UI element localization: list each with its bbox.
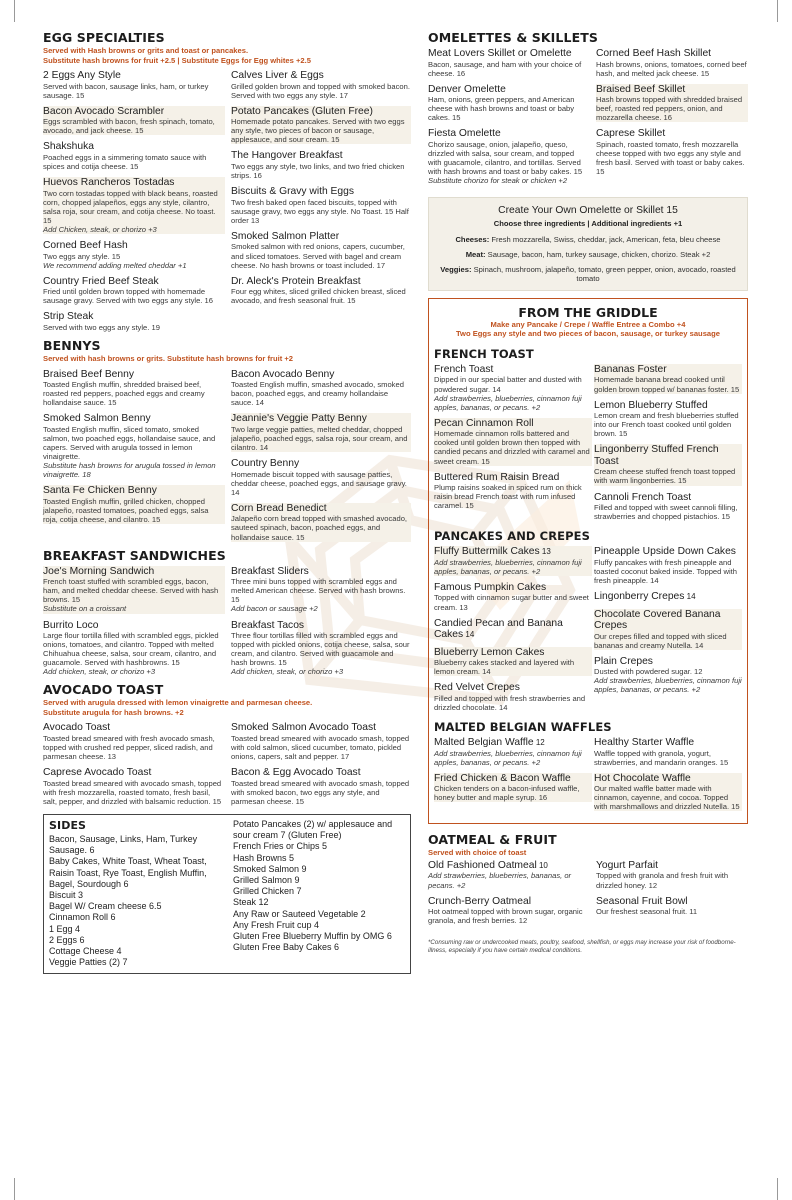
menu-item-addon-note: Add Chicken, steak, or chorizo +3 [43,224,157,234]
menu-item-description: Two eggs any style, two links, and two fried chicken strips. 16 [231,161,405,181]
menu-item-description: Smoked salmon with red onions, capers, cucumber, and sliced tomatoes. Served with bagel and cream cheese. No hash browns or toast included. 17 [231,242,405,270]
menu-item-name: Famous Pumpkin Cakes [434,581,547,593]
menu-item-name: Red Velvet Crepes [434,682,520,694]
menu-item-description: Homemade biscuit topped with sausage patties, cheddar cheese, poached eggs, and sausage gravy. 14 [231,469,407,497]
menu-item [43,485,225,524]
menu-subcolumn [428,48,588,191]
menu-item-name: Caprese Avocado Toast [43,767,152,779]
menu-subcolumn [434,546,592,718]
menu-item-name: Country Fried Beef Steak [43,275,159,287]
menu-item [428,48,588,78]
menu-item-name: Healthy Starter Waffle [594,737,695,748]
menu-item-name: Huevos Rancheros Tostadas [43,177,175,189]
menu-item-description: Our freshest seasonal fruit. 11 [596,907,698,917]
menu-item-addon-note: Add strawberries, blueberries, cinnamon fuji apples, bananas, or pecans. +2 [594,676,742,695]
menu-item-description: Served with two eggs any style. 19 [43,322,160,332]
menu-item-description: Plump raisins soaked in spiced rum on thick raisin bread French toast with rum infused caramel. 15 [434,483,582,511]
create-your-own-box [428,197,748,290]
menu-item-description: Three mini buns topped with scrambled eggs and melted American cheese. Served with hash browns. 15 [231,577,406,605]
menu-item [43,276,225,306]
side-item: Gluten Free Baby Cakes 6 [233,942,340,953]
menu-item-name: Denver Omelette [428,83,506,95]
menu-item [231,767,411,806]
menu-item [43,566,225,614]
menu-item-price: 12 [533,738,545,747]
sides-left-list [49,819,227,968]
menu-item-description: Two corn tostadas topped with black beans, roasted corn, chopped jalapeños, eggs any style, cilantro, salsa roja, sour cream, and cotija cheese. No toast. 15 [43,188,218,225]
menu-item-description: Fluffy pancakes with fresh pineapple and toasted coconut baked inside. Topped with fresh pineapple. 14 [594,557,737,585]
create-choose-rule: Choose three ingredients | Additional ingredients +1 [493,219,683,229]
menu-item-name: Lingonberry Stuffed French Toast [594,444,719,467]
menu-item-description: Homemade cinnamon rolls battered and cooked until golden brown then topped with candied pecans and drizzled with caramel and sweet cream. 15 [434,429,590,466]
menu-item-description: Dusted with powdered sugar. 12 [594,667,703,677]
menu-item-description: Spinach, roasted tomato, fresh mozzarella cheese topped with two eggs any style and fresh basil. Served with toast or baby cakes. 15 [596,139,745,177]
left-menu-column [43,30,411,974]
menu-subcolumn [596,860,748,931]
menu-item-description: Chorizo sausage, onion, jalapeño, queso, drizzled with salsa, sour cream, and topped with guacamole, cilantro, and tortillas. Served with hash browns and toast or baby cakes. 15 [428,139,583,177]
menu-item-description: Hash browns topped with shredded braised beef, roasted red peppers, onion, and mozzarella cheese. 16 [596,95,743,123]
menu-item [43,369,225,408]
side-item: Any Fresh Fruit cup 4 [233,919,320,930]
menu-item-description: Topped with granola and fresh fruit with drizzled honey. 12 [596,871,729,890]
menu-item-name: French Toast [434,363,494,375]
menu-item-addon-note: Substitute on a croissant [43,604,127,614]
menu-item-price: 14 [463,630,475,640]
menu-item-description: Eggs scrambled with bacon, fresh spinach, tomato, avocado, and jack cheese. 15 [43,117,215,136]
menu-item-name: Burrito Loco [43,619,99,631]
create-meat: Meat: Sausage, bacon, ham, turkey sausage, chicken, chorizo. Steak +2 [465,249,711,259]
menu-item-name: Calves Liver & Eggs [231,70,324,81]
menu-item [43,70,225,100]
side-item: 2 Eggs 6 [49,934,85,945]
section-subtitle: Served with hash browns or grits. Substitute hash browns for fruit +2 [43,354,293,363]
menu-item-addon-note: Add chicken, steak, or chorizo +3 [43,667,156,677]
menu-item-description: Bacon, sausage, and ham with your choice of cheese. 16 [428,59,582,78]
menu-item-description: Our crepes filled and topped with sliced bananas and creamy Nutella. 14 [594,631,727,650]
menu-item-name: Old Fashioned Oatmeal 10 [428,859,548,871]
menu-subcolumn [43,70,225,338]
menu-item-description: Two large veggie patties, melted cheddar, chopped jalapeño, poached eggs, salsa roja, sour cream, and cilantro. 14 [231,424,408,452]
egg-specialties-section [43,30,411,338]
menu-item [428,128,588,185]
side-item: Bagel W/ Cream cheese 6.5 [49,901,162,912]
menu-item-addon-note: Add chicken, steak, or chorizo +3 [231,667,344,677]
menu-item [428,860,588,890]
menu-item [594,546,742,585]
menu-item [434,647,592,677]
menu-item-name: Biscuits & Gravy with Eggs [231,186,355,198]
menu-item-name: Fried Chicken & Bacon Waffle [434,772,571,784]
side-item: Bacon, Sausage, Links, Ham, Turkey Sausage. 6 [49,834,198,856]
menu-item [231,70,411,100]
side-item: Smoked Salmon 9 [233,863,307,874]
side-item: Gluten Free Blueberry Muffin by OMG 6 [233,931,392,942]
menu-item-description: Toasted bread smeared with avocado smash, topped with cold salmon, sliced cucumber, tomato, pickled onions, capers, salt and pepper. 17 [231,733,410,762]
menu-item-name: Lingonberry Crepes 14 [594,591,696,603]
menu-item-description: Two fresh baked open faced biscuits, topped with sausage gravy, two eggs any style. No Toast. 15 Half order 13 [231,197,409,225]
section-title: OATMEAL & FRUIT [428,832,557,848]
menu-item [43,106,225,136]
menu-item [428,896,588,926]
menu-item [596,860,748,890]
menu-item-name: Jeannie's Veggie Patty Benny [231,413,367,425]
menu-item-name: Smoked Salmon Avocado Toast [231,722,377,734]
menu-item [43,722,225,761]
menu-item-description: Homemade banana bread cooked until golden brown topped w/ bananas foster. 15 [594,375,740,394]
menu-item [231,566,411,614]
menu-subcolumn [43,566,225,683]
menu-item [596,896,748,917]
menu-item-description: Toasted English muffin, shredded braised beef, roasted red peppers, poached eggs and creamy hollandaise sauce. 15 [43,380,205,408]
menu-item-description: Two eggs any style. 15 [43,251,121,261]
menu-subcolumn [231,369,411,548]
menu-item-name: Yogurt Parfait [596,859,659,871]
menu-item [594,400,742,439]
sides-box [43,814,411,974]
pancakes-title: PANCAKES AND CREPES [434,529,590,544]
menu-item-name: Country Benny [231,458,300,470]
menu-item-name: Plain Crepes [594,655,653,667]
menu-item-name: Lemon Blueberry Stuffed [594,399,708,411]
menu-item [596,128,748,176]
menu-item [231,620,411,677]
menu-item [594,656,742,695]
menu-item [594,444,742,485]
menu-item [434,364,592,412]
menu-item-name: Breakfast Tacos [231,619,305,631]
menu-item-description: Hash browns, onions, tomatoes, corned beef hash, and melted jack cheese. 15 [596,59,747,78]
menu-item-name: Candied Pecan and Banana Cakes 14 [434,617,563,641]
menu-item-description: French toast stuffed with scrambled eggs, bacon, ham, and melted cheddar cheese. Served with hash browns. 15 [43,577,219,605]
menu-subcolumn [231,722,411,812]
menu-item-name: Shakshuka [43,141,94,153]
menu-item-description: Filled and topped with sweet cannoli filling, strawberries and chopped pistachios. 15 [594,503,738,522]
menu-item-addon-note: We recommend adding melted cheddar +1 [43,260,187,270]
menu-item-name: Blueberry Lemon Cakes [434,646,545,658]
menu-subcolumn [594,546,742,718]
breakfast-sandwiches-section [43,548,411,683]
menu-item-description: Poached eggs in a simmering tomato sauce with spices and cotija cheese. 15 [43,152,207,171]
menu-item-description: Four egg whites, sliced grilled chicken breast, sliced avocado, and fresh seasonal fruit. 15 [231,287,406,306]
menu-subcolumn [43,722,225,812]
menu-item-description: Chicken tenders on a bacon-infused waffle, honey butter and maple syrup. 16 [434,784,580,803]
menu-item-name: Breakfast Sliders [231,565,309,577]
menu-item-name: Fiesta Omelette [428,128,501,140]
menu-item [594,591,742,603]
menu-item [434,418,592,466]
menu-item-description: Filled and topped with fresh strawberries and drizzled chocolate. 14 [434,693,586,712]
french-toast-title: FRENCH TOAST [434,346,534,361]
oatmeal-fruit-section [428,832,748,954]
menu-item-name: Hot Chocolate Waffle [594,772,691,784]
menu-item-price: 10 [536,860,548,870]
section-title: BREAKFAST SANDWICHES [43,547,226,563]
menu-item-description: Toasted bread smeared with fresh avocado smash, topped with crushed red pepper, sliced radish, and parmesan cheese. 13 [43,733,215,762]
griddle-title: FROM THE GRIDDLE [518,304,658,320]
griddle-subtitle: Two Eggs any style and two pieces of bacon, sausage, or turkey sausage [455,328,721,338]
section-subtitle: Substitute hash browns for fruit +2.5 | Substitute Eggs for Egg whites +2.5 [43,55,311,65]
menu-item-addon-note: Add bacon or sausage +2 [231,604,318,614]
menu-item-addon-note: Add strawberries, blueberries, cinnamon fuji apples, bananas, or pecans. +2 [434,393,582,412]
menu-item-name: Malted Belgian Waffle 12 [434,737,545,748]
menu-item-name: Smoked Salmon Benny [43,413,151,425]
menu-item [231,413,411,452]
menu-item-description: Toasted English muffin, sliced tomato, smoked salmon, two poached eggs, hollandaise sauce, and capers. Served with arugula tossed in lemon vinaigrette. [43,424,216,462]
menu-item-name: Fluffy Buttermilk Cakes 13 [434,546,551,558]
menu-item [434,682,592,712]
sides-right-list [233,819,405,968]
side-item: French Fries or Chips 5 [233,841,328,852]
menu-item [434,773,592,803]
menu-item-description: Blueberry cakes stacked and layered with lemon cream. 14 [434,658,575,677]
menu-item [43,620,225,677]
menu-item [434,618,592,641]
menu-item [231,276,411,306]
menu-item-description: Cream cheese stuffed french toast topped with warm lingonberries. 15 [594,467,736,486]
menu-item-name: Dr. Aleck's Protein Breakfast [231,275,361,287]
side-item: Potato Pancakes (2) w/ applesauce and sour cream 7 (Gluten Free) [233,819,393,841]
section-title: BENNYS [43,338,101,353]
menu-item [434,737,592,767]
menu-item-description: Jalapeño corn bread topped with smashed avocado, sauteed spinach, bacon, poached eggs, and hollandaise sauce. 15 [231,514,408,542]
menu-item [43,767,225,806]
menu-item-description: Topped with cinnamon sugar butter and sweet cream. 13 [434,593,589,612]
griddle-subtitle: Make any Pancake / Crepe / Waffle Entree a Combo +4 [490,319,686,329]
right-menu-column [428,30,748,955]
menu-item [43,413,225,479]
side-item: Cottage Cheese 4 [49,946,122,957]
omelettes-section [428,30,748,291]
menu-item [231,231,411,270]
menu-item [43,240,225,270]
menu-item [231,150,411,180]
menu-item-name: Chocolate Covered Banana Crepes [594,608,721,632]
menu-item-name: Crunch-Berry Oatmeal [428,895,531,907]
menu-item-name: Braised Beef Skillet [596,83,686,95]
menu-item-name: Braised Beef Benny [43,368,135,380]
menu-item-description: Dipped in our special batter and dusted with powdered sugar. 14 [434,375,582,394]
menu-item-name: Bacon Avocado Benny [231,368,335,380]
menu-item-price: 14 [684,592,696,602]
side-item: Veggie Patties (2) 7 [49,957,128,968]
menu-item-description: Toasted bread smeared with avocado smash, topped with smoked bacon, two eggs any style, and parmesan cheese. 15 [231,778,410,806]
waffles-title: MALTED BELGIAN WAFFLES [434,720,612,734]
menu-item [231,106,411,145]
menu-item-description: Served with bacon, sausage links, ham, or turkey sausage. 15 [43,81,209,100]
menu-item-name: Pineapple Upside Down Cakes [594,546,736,558]
create-veggies: Veggies: Spinach, mushroom, jalapeño, tomato, green pepper, onion, avocado, roasted tomato [440,264,736,283]
menu-subcolumn [596,48,748,191]
menu-item [596,84,748,123]
menu-subcolumn [594,364,742,527]
menu-item-name: The Hangover Breakfast [231,150,343,162]
side-item: Hash Browns 5 [233,852,295,863]
menu-subcolumn [231,70,411,338]
section-subtitle: Served with Hash browns or grits and toast or pancakes. [43,46,249,55]
menu-item-description: Large flour tortilla filled with scrambled eggs, pickled onions, tomatoes, and cilantro. Topped with melted Chihuahua cheese, salsa, sour cream, cilantro, and guacamole. Served with hashbrowns. 15 [43,631,219,668]
section-subtitle: Served with choice of toast [428,848,527,858]
menu-item-name: Caprese Skillet [596,128,666,140]
menu-item [43,177,225,234]
menu-item [594,737,742,767]
side-item: Any Raw or Sauteed Vegetable 2 [233,908,366,919]
menu-item-addon-note: Add strawberries, blueberries, bananas, or pecans. +2 [428,871,572,890]
menu-item-description: Toasted English muffin, smashed avocado, smoked bacon, poached eggs, and creamy hollandaise sauce. 14 [231,380,404,408]
menu-item-name: Santa Fe Chicken Benny [43,485,157,497]
menu-item-description: Three flour tortillas filled with scrambled eggs and topped with pickled onions, cotija cheese, salsa, sour cream, and cilantro. Served with guacamole and hash browns. 15 [231,631,410,668]
menu-subcolumn [43,369,225,548]
menu-item-description: Grilled golden brown and topped with smoked bacon. Served with two eggs any style. 17 [231,81,410,100]
menu-item-name: Corned Beef Hash [43,240,128,252]
menu-item-addon-note: Add strawberries, blueberries, cinnamon fuji apples, bananas, or pecans. +2 [434,748,582,767]
bennys-section [43,338,411,548]
menu-item-description: Our malted waffle batter made with cinnamon, cayenne, and cocoa. Topped with marshmallows and drizzled Nutella. 15 [594,784,740,812]
menu-item-description: Ham, onions, green peppers, and American cheese with hash browns and toast or baby cakes. 15 [428,95,575,123]
menu-subcolumn [434,364,592,527]
menu-item-name: Buttered Rum Raisin Bread [434,471,560,483]
menu-item [434,472,592,511]
menu-item-description: Fried until golden brown topped with homemade sausage gravy. Served with two eggs any style. 16 [43,287,213,306]
side-item: Steak 12 [233,897,269,908]
menu-item-name: Bananas Foster [594,363,667,375]
menu-item-name: 2 Eggs Any Style [43,70,121,81]
menu-item-description: Hot oatmeal topped with brown sugar, organic granola, and fresh berries. 12 [428,907,583,926]
menu-subcolumn [428,860,588,931]
menu-item-name: Pecan Cinnamon Roll [434,417,534,429]
menu-item-description: Waffle topped with granola, yogurt, strawberries, and mandarin oranges. 15 [594,748,729,767]
side-item: 1 Egg 4 [49,923,81,934]
menu-item [43,311,225,332]
menu-item-name: Meat Lovers Skillet or Omelette [428,48,572,59]
menu-item-description: Lemon cream and fresh blueberries stuffed into our French toast cooked until golden brown. 15 [594,411,739,439]
menu-item [231,503,411,542]
menu-item-description: Toasted bread smeared with avocado smash, topped with fresh mozzarella, roasted tomato, fresh basil, salt, pepper, and drizzled with balsamic reduction. 15 [43,778,222,806]
section-title: OMELETTES & SKILLETS [428,30,598,45]
menu-item-name: Bacon & Egg Avocado Toast [231,767,361,779]
menu-item [434,582,592,612]
menu-item [594,609,742,650]
menu-item [231,458,411,497]
from-the-griddle-box [428,298,748,825]
menu-item-name: Cannoli French Toast [594,491,692,503]
menu-subcolumn [434,737,592,817]
section-subtitle: Served with arugula dressed with lemon vinaigrette and parmesan cheese. [43,698,313,708]
menu-item [594,492,742,522]
menu-item-description: Toasted English muffin, grilled chicken, chopped jalapeño, roasted tomatoes, poached eggs, salsa roja, cotija cheese, and cilantro. 15 [43,496,209,525]
menu-item-name: Avocado Toast [43,722,111,734]
menu-item-name: Corn Bread Benedict [231,502,327,514]
menu-item-name: Smoked Salmon Platter [231,230,340,242]
side-item: Grilled Salmon 9 [233,875,300,886]
menu-item-name: Strip Steak [43,311,94,323]
side-item: Biscuit 3 [49,890,84,901]
food-safety-disclaimer: *Consuming raw or undercooked meats, poultry, seafood, shellfish, or eggs may increase your risk of foodborne-illness, especially if you have certain medical conditions. [428,939,736,954]
section-title: AVOCADO TOAST [43,682,164,698]
menu-item [594,364,742,394]
sides-title: SIDES [49,819,87,833]
menu-item-addon-note: Substitute hash browns for arugula tossed in lemon vinaigrette. 18 [43,461,216,480]
section-title: EGG SPECIALTIES [43,30,165,45]
menu-item-addon-note: Substitute chorizo for steak or chicken +2 [428,176,568,186]
menu-item [43,141,225,171]
menu-item [594,773,742,812]
create-cheeses: Cheeses: Fresh mozzarella, Swiss, cheddar, jack, American, feta, bleu cheese [455,234,721,244]
menu-item-price: 13 [539,547,551,557]
menu-item [434,546,592,576]
side-item: Baby Cakes, White Toast, Wheat Toast, Raisin Toast, Rye Toast, English Muffin, Bagel, Sourdough 6 [49,856,207,889]
menu-item-addon-note: Add strawberries, blueberries, cinnamon fuji apples, bananas, or pecans. +2 [434,557,582,576]
menu-item-name: Bacon Avocado Scrambler [43,105,165,117]
side-item: Grilled Chicken 7 [233,886,302,897]
menu-item [428,84,588,123]
menu-item [231,369,411,408]
menu-item [231,186,411,225]
menu-item-name: Corned Beef Hash Skillet [596,48,712,59]
avocado-toast-section [43,682,411,812]
create-title: Create Your Own Omelette or Skillet 15 [498,205,678,217]
menu-item-name: Joe's Morning Sandwich [43,565,155,577]
menu-item-description: Homemade potato pancakes. Served with two eggs any style, two pieces of bacon or sausage, applesauce, and sour cream. 15 [231,117,405,145]
menu-item [231,722,411,761]
menu-item-name: Seasonal Fruit Bowl [596,895,688,907]
side-item: Cinnamon Roll 6 [49,912,116,923]
menu-item-name: Potato Pancakes (Gluten Free) [231,105,373,117]
menu-subcolumn [231,566,411,683]
section-subtitle: Substitute arugula for hash browns. +2 [43,707,184,717]
menu-subcolumn [594,737,742,817]
menu-item [596,48,748,78]
